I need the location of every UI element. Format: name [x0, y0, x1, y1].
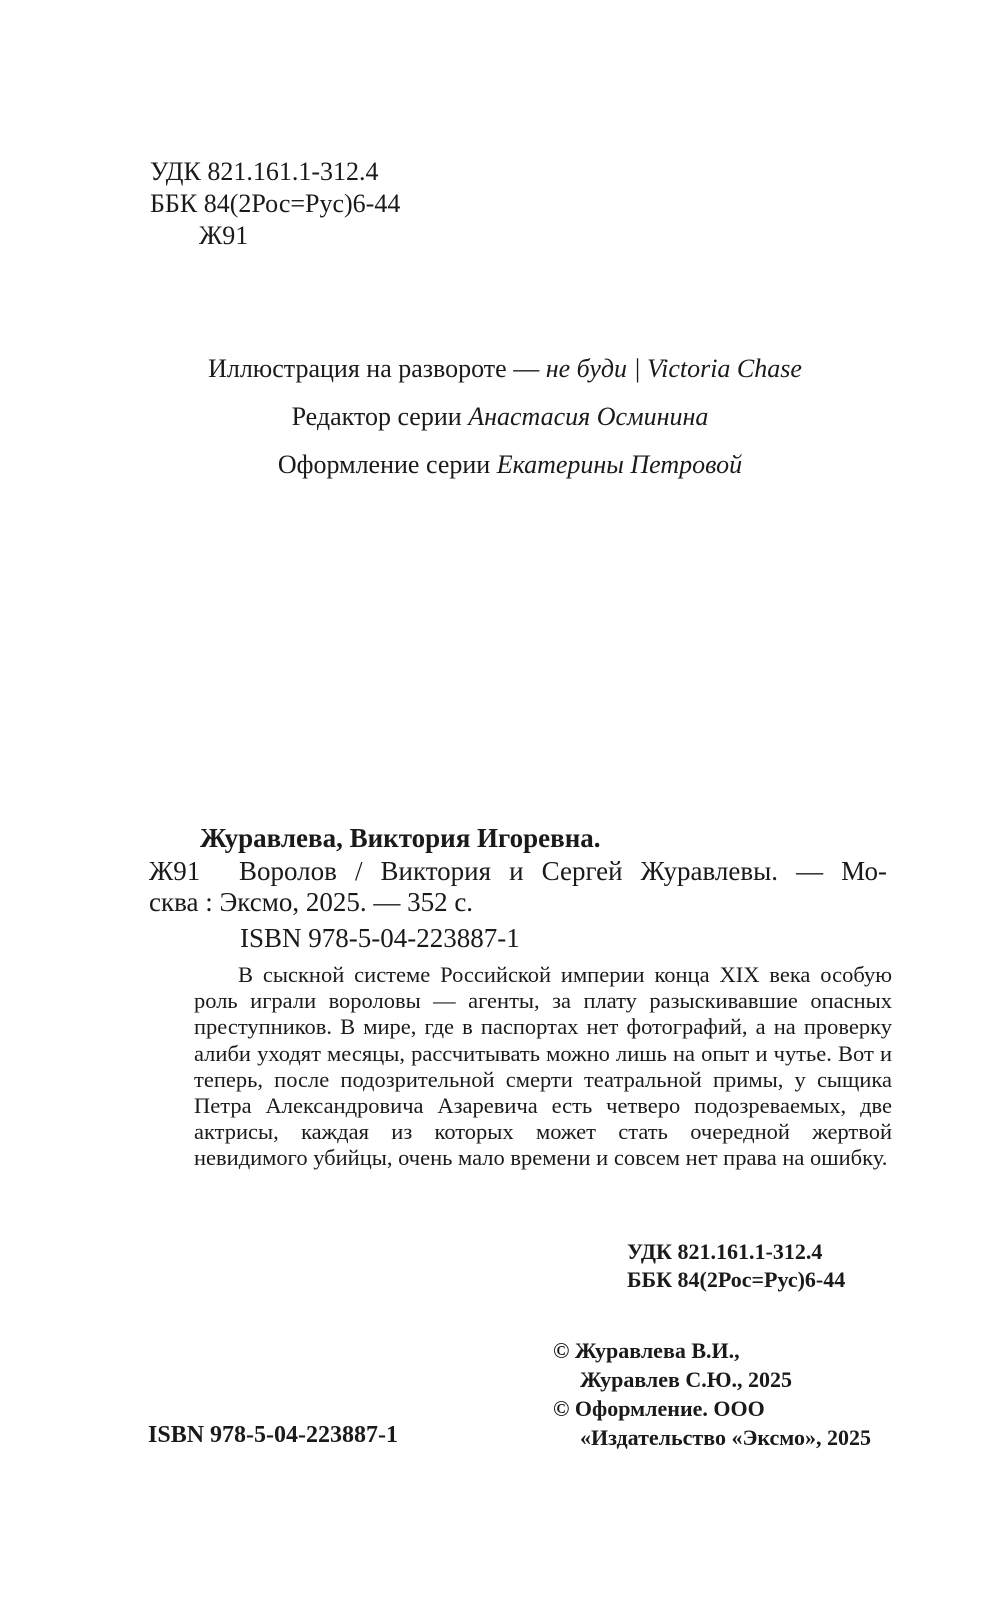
catalog-abstract: В сыскной системе Российской империи конца XIX века особую роль играли вороловы — агенты, за плату разыскивавшие опасных преступников. В мире, где в паспортах нет фотографий, а на проверку алиби уходят месяцы, рассчитывать можно лишь на опыт и чутье. Вот и теперь, после подозрительной смерти театральной примы, у сыщика Петра Александровича Азаревича есть четверо подозреваемых, две актрисы, каждая из которых может стать очередной жертвой невидимого убийцы, очень мало времени и совсем нет права на ошибку. [194, 962, 892, 1171]
credit-name: Екатерины Петровой [496, 450, 743, 479]
catalog-isbn: ISBN 978-5-04-223887-1 [240, 923, 520, 953]
catalog-author: Журавлева, Виктория Игоревна. [200, 823, 601, 853]
bbk-code-top: ББК 84(2Рос=Рус)6-44 [150, 189, 401, 218]
credit-name: не буди | Victoria Chase [545, 354, 802, 383]
copyright-line-1: © Журавлева В.И., [553, 1338, 740, 1363]
udc-code-bottom: УДК 821.161.1-312.4 [627, 1239, 823, 1264]
udc-code-top: УДК 821.161.1-312.4 [150, 157, 379, 186]
catalog-title-line-1: Воролов / Виктория и Сергей Журавлевы. — Мо- [239, 856, 887, 886]
illustration-credit [0, 355, 1000, 383]
author-code-top: Ж91 [199, 221, 249, 250]
credit-label: Иллюстрация на развороте — [208, 354, 546, 383]
credit-name: Анастасия Осминина [468, 402, 709, 431]
credit-label: Редактор серии [291, 402, 469, 431]
series-editor-credit [0, 403, 1000, 431]
catalog-author-code: Ж91 [149, 856, 201, 886]
bbk-code-bottom: ББК 84(2Рос=Рус)6-44 [627, 1267, 846, 1292]
copyright-line-2: Журавлев С.Ю., 2025 [580, 1367, 793, 1392]
credit-label: Оформление серии [277, 450, 497, 479]
copyright-line-4: «Издательство «Эксмо», 2025 [580, 1425, 871, 1450]
isbn-bottom: ISBN 978-5-04-223887-1 [148, 1422, 398, 1448]
copyright-line-3: © Оформление. ООО [553, 1396, 765, 1421]
catalog-title-line-2: сква : Эксмо, 2025. — 352 с. [149, 887, 474, 917]
series-design-credit [0, 451, 1000, 479]
